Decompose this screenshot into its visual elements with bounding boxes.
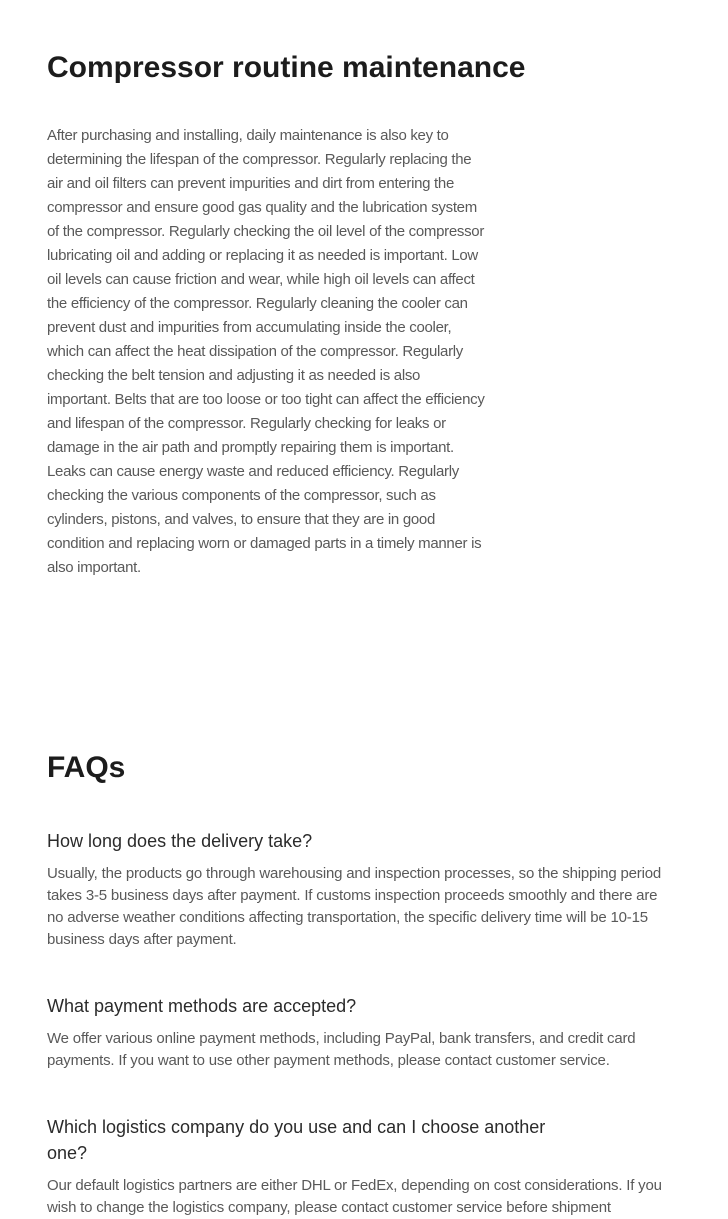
article-body: After purchasing and installing, daily maintenance is also key to determining the lifespan of the compressor. Regularly replacing the air and oil filters can prevent impurities and dirt from entering the compressor and ensure good gas quality and the lubrication system of the compressor. Regularly checking the oil level of the compressor lubricating oil and adding or replacing it as needed is important. Low oil levels can cause friction and wear, while high oil levels can affect the efficiency of the compressor. Regularly cleaning the cooler can prevent dust and impurities from accumulating inside the cooler, which can affect the heat dissipation of the compressor. Regularly checking the belt tension and adjusting it as needed is also important. Belts that are too loose or too tight can affect the efficiency and lifespan of the compressor. Regularly checking for leaks or damage in the air path and promptly repairing them is important. Leaks can cause energy waste and reduced efficiency. Regularly checking the various components of the compressor, such as cylinders, pistons, and valves, to ensure that they are in good condition and replacing worn or damaged parts in a timely manner is also important. — [47, 127, 485, 576]
faq-item — [47, 993, 697, 1072]
faq-item — [47, 1114, 697, 1219]
faq-answer: Our default logistics partners are either DHL or FedEx, depending on cost considerations. If you wish to change the logistics company, please contact customer service before shipment — [47, 1177, 662, 1216]
page-title: Compressor routine maintenance — [47, 51, 526, 84]
faq-item — [47, 828, 697, 951]
faq-section — [47, 750, 697, 1219]
faq-question: How long does the delivery take? — [47, 831, 313, 851]
faq-answer: Usually, the products go through warehousing and inspection processes, so the shipping period takes 3-5 business days after payment. If customs inspection proceeds smoothly and there are no adverse weather conditions affecting transportation, the specific delivery time will be 10-15 business days after payment. — [47, 865, 662, 948]
faq-question: Which logistics company do you use and can I choose another one? — [47, 1117, 546, 1163]
faqs-heading: FAQs — [47, 751, 126, 784]
faq-answer: We offer various online payment methods, including PayPal, bank transfers, and credit card payments. If you want to use other payment methods, please contact customer service. — [47, 1030, 636, 1069]
faq-question: What payment methods are accepted? — [47, 996, 357, 1016]
